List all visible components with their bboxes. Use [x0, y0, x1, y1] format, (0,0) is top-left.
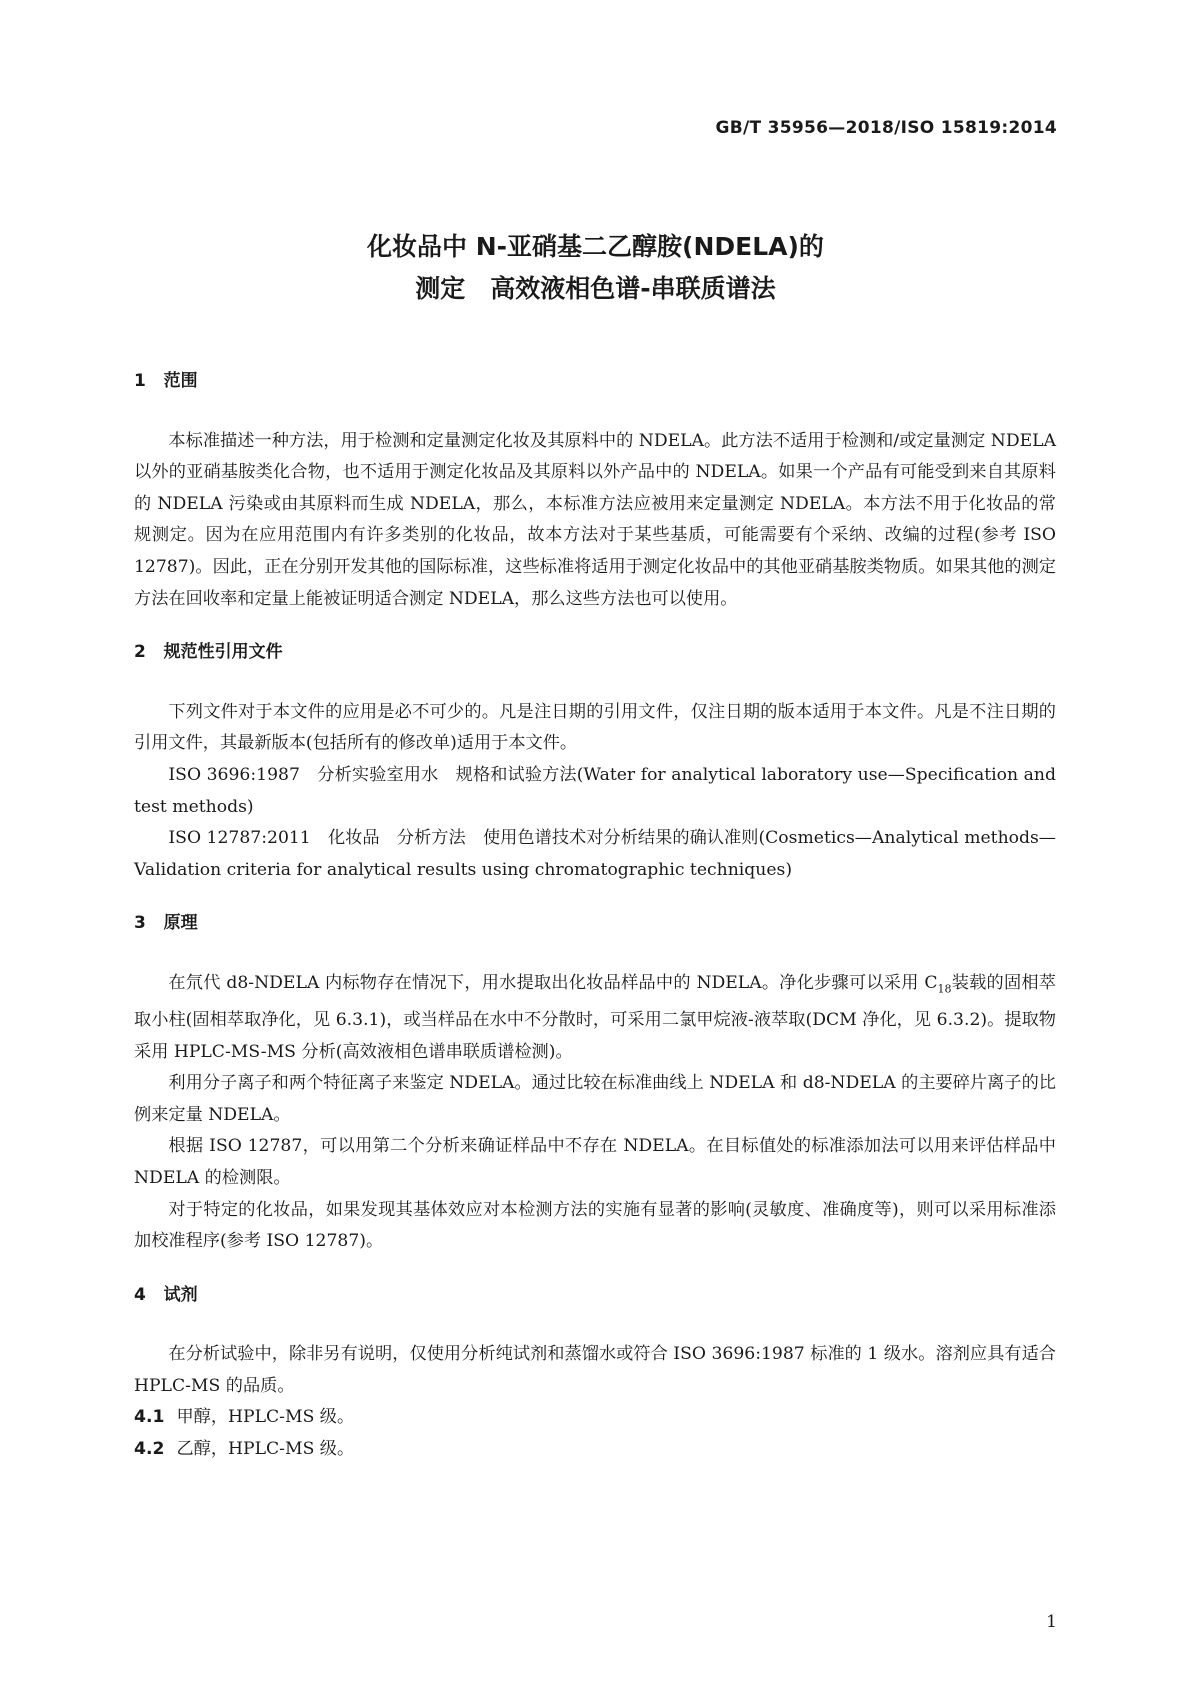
item-number: 4.2 — [134, 1439, 165, 1460]
section-number: 3 — [134, 913, 146, 934]
document-body — [134, 366, 1056, 1488]
list-item — [134, 1434, 1056, 1466]
item-number: 4.1 — [134, 1407, 165, 1428]
reference-iso-12787: ISO 12787:2011 化妆品 分析方法 使用色谱技术对分析结果的确认准则(Cosmetics—Analytical methods—Validation criteria for analytical results using chromatographic techniques) — [134, 828, 1056, 880]
section-number: 1 — [134, 371, 146, 391]
section-title: 范围 — [163, 371, 198, 391]
document-title — [0, 226, 1191, 310]
section-normative-references — [134, 637, 1056, 886]
section-reagents — [134, 1280, 1056, 1466]
paragraph: 对于特定的化妆品，如果发现其基体效应对本检测方法的实施有显著的影响(灵敏度、准确度等)，则可以采用标准添加校准程序(参考 ISO 12787)。 — [134, 1199, 1056, 1252]
paragraph: 本标准描述一种方法，用于检测和定量测定化妆及其原料中的 NDELA。此方法不适用于检测和/或定量测定 NDELA 以外的亚硝基胺类化合物，也不适用于测定化妆品及其原料以外产品中的 NDELA。如果一个产品有可能受到来自其原料的 NDELA 污染或由其原料而生成 NDELA，那么，本标准方法应被用来定量测定 NDELA。本方法不用于化妆品的常规测定。因为在应用范围内有许多类别的化妆品，故本方法对于某些基质，可能需要有个采纳、改编的过程(参考 ISO 12787)。因此，正在分别开发其他的国际标准，这些标准将适用于测定化妆品中的其他亚硝基胺类物质。如果其他的测定方法在回收率和定量上能被证明适合测定 NDELA，那么这些方法也可以使用。 — [134, 430, 1056, 609]
subscript: 18 — [937, 982, 952, 996]
section-number: 2 — [134, 642, 146, 663]
section-title: 试剂 — [163, 1284, 198, 1305]
paragraph: 在氘代 d8-NDELA 内标物存在情况下，用水提取出化妆品样品中的 NDELA。净化步骤可以采用 $C_{18}$装载的固相萃取小柱(固相萃取净化，见 6.3.1)，或当样品在水中不分散时，可采用二氯甲烷液-液萃取(DCM 净化，见 6.3.2)。提取物采用 HPLC-MS-MS 分析(高效液相色谱串联质谱检测)。 — [134, 972, 1056, 1062]
section-heading — [134, 908, 1056, 940]
item-text: 甲醇，HPLC-MS 级。 — [176, 1407, 355, 1428]
title-line-2: 测定 高效液相色谱-串联质谱法 — [415, 274, 776, 303]
paragraph: 下列文件对于本文件的应用是必不可少的。凡是注日期的引用文件，仅注日期的版本适用于本文件。凡是不注日期的引用文件，其最新版本(包括所有的修改单)适用于本文件。 — [134, 701, 1056, 754]
section-number: 4 — [134, 1284, 146, 1305]
section-heading — [134, 1280, 1056, 1312]
section-title: 原理 — [163, 913, 198, 934]
paragraph: 根据 ISO 12787，可以用第二个分析来确证样品中不存在 NDELA。在目标值处的标准添加法可以用来评估样品中 NDELA 的检测限。 — [134, 1136, 1056, 1188]
section-heading — [134, 366, 1056, 398]
paragraph: 利用分子离子和两个特征离子来鉴定 NDELA。通过比较在标准曲线上 NDELA 和 d8-NDELA 的主要碎片离子的比例来定量 NDELA。 — [134, 1073, 1056, 1125]
section-heading — [134, 637, 1056, 669]
section-principle — [134, 908, 1056, 1257]
item-text: 乙醇，HPLC-MS 级。 — [176, 1439, 355, 1460]
paragraph: 在分析试验中，除非另有说明，仅使用分析纯试剂和蒸馏水或符合 ISO 3696:1987 标准的 1 级水。溶剂应具有适合 HPLC-MS 的品质。 — [134, 1344, 1056, 1396]
list-item — [134, 1402, 1056, 1434]
reference-iso-3696: ISO 3696:1987 分析实验室用水 规格和试验方法(Water for analytical laboratory use—Specification and test methods) — [134, 764, 1056, 817]
page-number: 1 — [1046, 1612, 1057, 1632]
standard-code: GB/T 35956—2018/ISO 15819:2014 — [715, 118, 1057, 138]
section-scope — [134, 366, 1056, 615]
title-line-1: 化妆品中 N-亚硝基二乙醇胺(NDELA)的 — [367, 232, 824, 261]
section-title: 规范性引用文件 — [163, 642, 283, 663]
